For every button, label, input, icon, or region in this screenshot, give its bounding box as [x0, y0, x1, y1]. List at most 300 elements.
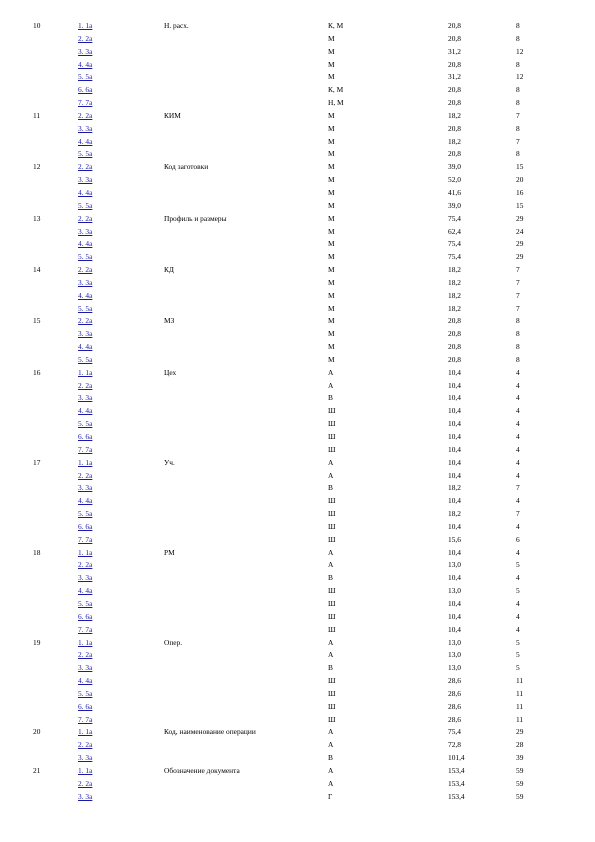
item-link[interactable]: 4. 4а — [78, 59, 93, 69]
row-name: Уч. — [164, 457, 175, 467]
item-link[interactable]: 7. 7а — [78, 624, 93, 634]
table-row — [0, 470, 595, 483]
value-cell: 31,2 — [448, 46, 461, 56]
item-link[interactable]: 2. 2а — [78, 110, 93, 120]
flag-cell: Ш — [328, 624, 336, 634]
item-link[interactable]: 1. 1а — [78, 727, 93, 737]
flag-cell: К, М — [328, 85, 344, 95]
value-cell: 28,6 — [448, 676, 461, 686]
weight-cell: 4 — [516, 444, 520, 454]
value-cell: 15,6 — [448, 534, 461, 544]
weight-cell: 8 — [516, 354, 520, 364]
value-cell: 10,4 — [448, 380, 461, 390]
value-cell: 39,0 — [448, 200, 461, 210]
row-number: 16 — [33, 367, 41, 377]
flag-cell: М — [328, 265, 335, 275]
flag-cell: М — [328, 149, 335, 159]
item-link[interactable]: 6. 6а — [78, 432, 93, 441]
flag-cell: В — [328, 753, 333, 763]
weight-cell: 28 — [516, 740, 524, 750]
weight-cell: 4 — [516, 432, 520, 441]
value-cell: 18,2 — [448, 277, 461, 287]
item-link[interactable]: 5. 5а — [78, 688, 93, 698]
item-link[interactable]: 3. 3а — [78, 123, 93, 133]
value-cell: 18,2 — [448, 265, 461, 275]
item-link[interactable]: 4. 4а — [78, 187, 93, 197]
item-link[interactable]: 5. 5а — [78, 303, 93, 313]
table-row — [0, 418, 595, 431]
item-link[interactable]: 1. 1а — [78, 21, 93, 30]
value-cell: 28,6 — [448, 688, 461, 698]
weight-cell: 5 — [516, 586, 520, 596]
value-cell: 10,4 — [448, 573, 461, 583]
weight-cell: 11 — [516, 676, 524, 686]
item-link[interactable]: 1. 1а — [78, 765, 93, 775]
flag-cell: А — [328, 727, 334, 737]
table-row — [0, 521, 595, 534]
value-cell: 28,6 — [448, 701, 461, 711]
row-name: МЗ — [164, 316, 175, 326]
flag-cell: В — [328, 393, 333, 403]
flag-cell: А — [328, 637, 334, 647]
table-row — [0, 714, 595, 727]
table-row — [0, 405, 595, 418]
row-number: 18 — [33, 547, 41, 557]
row-name: РМ — [164, 547, 175, 557]
row-number: 15 — [33, 316, 41, 326]
row-name: Код, наименование операции — [164, 727, 256, 737]
item-link[interactable]: 3. 3а — [78, 663, 93, 673]
table-row — [0, 277, 595, 290]
table-row — [0, 624, 595, 637]
table-row — [0, 585, 595, 598]
weight-cell: 4 — [516, 496, 520, 506]
weight-cell: 4 — [516, 573, 520, 583]
table-row — [0, 649, 595, 662]
weight-cell: 4 — [516, 457, 520, 467]
item-link[interactable]: 4. 4а — [78, 406, 93, 416]
table-row — [0, 482, 595, 495]
flag-cell: Ш — [328, 521, 336, 531]
flag-cell: М — [328, 277, 335, 287]
item-link[interactable]: 3. 3а — [78, 175, 93, 185]
flag-cell: Ш — [328, 496, 336, 506]
item-link[interactable]: 3. 3а — [78, 226, 93, 236]
value-cell: 13,0 — [448, 586, 461, 596]
item-link[interactable]: 1. 1а — [78, 547, 93, 557]
table-row — [0, 662, 595, 675]
item-link[interactable]: 5. 5а — [78, 419, 93, 429]
item-link[interactable]: 2. 2а — [78, 740, 93, 750]
item-link[interactable]: 2. 2а — [78, 778, 93, 788]
weight-cell: 4 — [516, 419, 520, 429]
table-row — [0, 148, 595, 161]
weight-cell: 29 — [516, 239, 524, 249]
value-cell: 10,4 — [448, 432, 461, 441]
flag-cell: М — [328, 123, 335, 133]
item-link[interactable]: 4. 4а — [78, 342, 93, 352]
flag-cell: А — [328, 547, 334, 557]
flag-cell: К, М — [328, 21, 344, 30]
value-cell: 75,4 — [448, 213, 461, 223]
row-name: Профиль и размеры — [164, 213, 227, 223]
weight-cell: 5 — [516, 650, 520, 660]
row-number: 10 — [33, 21, 41, 30]
value-cell: 20,8 — [448, 33, 461, 43]
item-link[interactable]: 5. 5а — [78, 509, 93, 519]
table-row — [0, 303, 595, 316]
flag-cell: М — [328, 290, 335, 300]
value-cell: 10,4 — [448, 419, 461, 429]
item-link[interactable]: 4. 4а — [78, 136, 93, 146]
item-link[interactable]: 2. 2а — [78, 162, 93, 172]
weight-cell: 7 — [516, 110, 520, 120]
value-cell: 20,8 — [448, 329, 461, 339]
item-link[interactable]: 3. 3а — [78, 483, 93, 493]
value-cell: 75,4 — [448, 727, 461, 737]
value-cell: 10,4 — [448, 406, 461, 416]
table-row — [0, 213, 595, 226]
weight-cell: 8 — [516, 316, 520, 326]
value-cell: 10,4 — [448, 624, 461, 634]
value-cell: 10,4 — [448, 444, 461, 454]
table-row — [0, 392, 595, 405]
value-cell: 20,8 — [448, 59, 461, 69]
table-row — [0, 123, 595, 136]
flag-cell: Ш — [328, 714, 336, 724]
item-link[interactable]: 4. 4а — [78, 290, 93, 300]
item-link[interactable]: 1. 1а — [78, 457, 93, 467]
item-link[interactable]: 3. 3а — [78, 791, 93, 801]
value-cell: 75,4 — [448, 239, 461, 249]
value-cell: 10,4 — [448, 367, 461, 377]
table-row — [0, 675, 595, 688]
table-row — [0, 791, 595, 804]
table-row — [0, 572, 595, 585]
value-cell: 39,0 — [448, 162, 461, 172]
flag-cell: Ш — [328, 676, 336, 686]
table-row — [0, 251, 595, 264]
item-link[interactable]: 4. 4а — [78, 496, 93, 506]
table-row — [0, 20, 595, 33]
weight-cell: 20 — [516, 175, 524, 185]
weight-cell: 7 — [516, 265, 520, 275]
flag-cell: Ш — [328, 701, 336, 711]
item-link[interactable]: 7. 7а — [78, 534, 93, 544]
row-number: 21 — [33, 765, 41, 775]
row-number: 14 — [33, 265, 41, 275]
weight-cell: 7 — [516, 277, 520, 287]
weight-cell: 11 — [516, 701, 524, 711]
value-cell: 13,0 — [448, 663, 461, 673]
item-link[interactable]: 7. 7а — [78, 98, 93, 108]
row-number: 19 — [33, 637, 41, 647]
weight-cell: 7 — [516, 290, 520, 300]
table-row — [0, 226, 595, 239]
value-cell: 20,8 — [448, 354, 461, 364]
table-row — [0, 238, 595, 251]
value-cell: 20,8 — [448, 123, 461, 133]
flag-cell: М — [328, 303, 335, 313]
value-cell: 18,2 — [448, 483, 461, 493]
weight-cell: 29 — [516, 213, 524, 223]
weight-cell: 7 — [516, 483, 520, 493]
flag-cell: А — [328, 470, 334, 480]
weight-cell: 39 — [516, 753, 524, 763]
value-cell: 31,2 — [448, 72, 461, 82]
table-row — [0, 46, 595, 59]
value-cell: 10,4 — [448, 611, 461, 621]
table-row — [0, 200, 595, 213]
table-row — [0, 765, 595, 778]
item-link[interactable]: 3. 3а — [78, 329, 93, 339]
flag-cell: М — [328, 72, 335, 82]
value-cell: 13,0 — [448, 650, 461, 660]
flag-cell: А — [328, 380, 334, 390]
weight-cell: 4 — [516, 598, 520, 608]
flag-cell: В — [328, 573, 333, 583]
flag-cell: М — [328, 354, 335, 364]
weight-cell: 8 — [516, 342, 520, 352]
value-cell: 10,4 — [448, 547, 461, 557]
flag-cell: Ш — [328, 611, 336, 621]
value-cell: 18,2 — [448, 509, 461, 519]
weight-cell: 59 — [516, 765, 524, 775]
item-link[interactable]: 4. 4а — [78, 676, 93, 686]
item-link[interactable]: 5. 5а — [78, 72, 93, 82]
table-row — [0, 701, 595, 714]
value-cell: 72,8 — [448, 740, 461, 750]
table-row — [0, 431, 595, 444]
item-link[interactable]: 6. 6а — [78, 611, 93, 621]
table-row — [0, 726, 595, 739]
flag-cell: А — [328, 367, 334, 377]
item-link[interactable]: 4. 4а — [78, 239, 93, 249]
item-link[interactable]: 5. 5а — [78, 200, 93, 210]
table-row — [0, 84, 595, 97]
value-cell: 20,8 — [448, 85, 461, 95]
table-row — [0, 534, 595, 547]
weight-cell: 12 — [516, 72, 524, 82]
value-cell: 20,8 — [448, 98, 461, 108]
weight-cell: 8 — [516, 59, 520, 69]
weight-cell: 8 — [516, 21, 520, 30]
weight-cell: 5 — [516, 637, 520, 647]
value-cell: 101,4 — [448, 753, 465, 763]
weight-cell: 15 — [516, 162, 524, 172]
flag-cell: М — [328, 252, 335, 262]
weight-cell: 29 — [516, 727, 524, 737]
flag-cell: М — [328, 329, 335, 339]
flag-cell: М — [328, 342, 335, 352]
flag-cell: М — [328, 46, 335, 56]
flag-cell: М — [328, 136, 335, 146]
item-link[interactable]: 5. 5а — [78, 149, 93, 159]
table-row — [0, 187, 595, 200]
item-link[interactable]: 7. 7а — [78, 714, 93, 724]
flag-cell: М — [328, 316, 335, 326]
flag-cell: Г — [328, 791, 333, 801]
item-link[interactable]: 3. 3а — [78, 393, 93, 403]
weight-cell: 4 — [516, 470, 520, 480]
document-table — [0, 20, 595, 803]
value-cell: 28,6 — [448, 714, 461, 724]
weight-cell: 11 — [516, 714, 524, 724]
table-row — [0, 110, 595, 123]
weight-cell: 4 — [516, 547, 520, 557]
weight-cell: 8 — [516, 329, 520, 339]
weight-cell: 8 — [516, 98, 520, 108]
weight-cell: 4 — [516, 380, 520, 390]
flag-cell: М — [328, 33, 335, 43]
item-link[interactable]: 6. 6а — [78, 85, 93, 95]
item-link[interactable]: 6. 6а — [78, 521, 93, 531]
flag-cell: Ш — [328, 406, 336, 416]
row-name: Опер. — [164, 637, 183, 647]
flag-cell: Н, М — [328, 98, 344, 108]
value-cell: 62,4 — [448, 226, 461, 236]
flag-cell: М — [328, 226, 335, 236]
value-cell: 10,4 — [448, 496, 461, 506]
table-row — [0, 328, 595, 341]
table-row — [0, 354, 595, 367]
weight-cell: 15 — [516, 200, 524, 210]
weight-cell: 11 — [516, 688, 524, 698]
table-row — [0, 290, 595, 303]
weight-cell: 7 — [516, 509, 520, 519]
flag-cell: Ш — [328, 598, 336, 608]
value-cell: 10,4 — [448, 598, 461, 608]
item-link[interactable]: 2. 2а — [78, 470, 93, 480]
item-link[interactable]: 2. 2а — [78, 380, 93, 390]
weight-cell: 5 — [516, 663, 520, 673]
value-cell: 20,8 — [448, 149, 461, 159]
value-cell: 10,4 — [448, 393, 461, 403]
value-cell: 13,0 — [448, 560, 461, 570]
item-link[interactable]: 5. 5а — [78, 354, 93, 364]
table-row — [0, 97, 595, 110]
row-number: 12 — [33, 162, 41, 172]
table-row — [0, 598, 595, 611]
item-link[interactable]: 2. 2а — [78, 650, 93, 660]
row-name: Цех — [164, 367, 177, 377]
weight-cell: 4 — [516, 367, 520, 377]
table-row — [0, 547, 595, 560]
table-row — [0, 33, 595, 46]
flag-cell: Ш — [328, 509, 336, 519]
item-link[interactable]: 3. 3а — [78, 573, 93, 583]
weight-cell: 4 — [516, 521, 520, 531]
value-cell: 75,4 — [448, 252, 461, 262]
table-row — [0, 688, 595, 701]
table-row — [0, 59, 595, 72]
value-cell: 153,4 — [448, 765, 465, 775]
weight-cell: 8 — [516, 33, 520, 43]
weight-cell: 5 — [516, 560, 520, 570]
table-row — [0, 161, 595, 174]
flag-cell: Ш — [328, 432, 336, 441]
table-row — [0, 136, 595, 149]
item-link[interactable]: 1. 1а — [78, 637, 93, 647]
flag-cell: А — [328, 560, 334, 570]
item-link[interactable]: 4. 4а — [78, 586, 93, 596]
table-row — [0, 752, 595, 765]
row-number: 11 — [33, 110, 41, 120]
value-cell: 20,8 — [448, 342, 461, 352]
row-name: КИМ — [164, 110, 181, 120]
flag-cell: А — [328, 740, 334, 750]
item-link[interactable]: 7. 7а — [78, 444, 93, 454]
item-link[interactable]: 3. 3а — [78, 753, 93, 763]
weight-cell: 4 — [516, 624, 520, 634]
item-link[interactable]: 2. 2а — [78, 265, 93, 275]
table-row — [0, 508, 595, 521]
table-row — [0, 559, 595, 572]
item-link[interactable]: 2. 2а — [78, 560, 93, 570]
value-cell: 52,0 — [448, 175, 461, 185]
table-row — [0, 739, 595, 752]
item-link[interactable]: 5. 5а — [78, 252, 93, 262]
flag-cell: М — [328, 239, 335, 249]
value-cell: 20,8 — [448, 316, 461, 326]
item-link[interactable]: 2. 2а — [78, 213, 93, 223]
weight-cell: 8 — [516, 123, 520, 133]
weight-cell: 24 — [516, 226, 524, 236]
flag-cell: В — [328, 663, 333, 673]
item-link[interactable]: 1. 1а — [78, 367, 93, 377]
weight-cell: 7 — [516, 136, 520, 146]
table-row — [0, 367, 595, 380]
flag-cell: В — [328, 483, 333, 493]
row-name: КД — [164, 265, 174, 275]
weight-cell: 16 — [516, 187, 524, 197]
weight-cell: 12 — [516, 46, 524, 56]
weight-cell: 4 — [516, 611, 520, 621]
item-link[interactable]: 3. 3а — [78, 277, 93, 287]
weight-cell: 59 — [516, 791, 524, 801]
value-cell: 153,4 — [448, 778, 465, 788]
value-cell: 18,2 — [448, 290, 461, 300]
table-row — [0, 71, 595, 84]
weight-cell: 59 — [516, 778, 524, 788]
weight-cell: 8 — [516, 85, 520, 95]
table-row — [0, 315, 595, 328]
flag-cell: М — [328, 59, 335, 69]
flag-cell: Ш — [328, 586, 336, 596]
table-row — [0, 380, 595, 393]
item-link[interactable]: 6. 6а — [78, 701, 93, 711]
table-row — [0, 264, 595, 277]
value-cell: 41,6 — [448, 187, 461, 197]
row-number: 20 — [33, 727, 41, 737]
weight-cell: 6 — [516, 534, 520, 544]
value-cell: 18,2 — [448, 303, 461, 313]
row-name: Код заготовки — [164, 162, 209, 172]
table-row — [0, 457, 595, 470]
item-link[interactable]: 3. 3а — [78, 46, 93, 56]
table-row — [0, 495, 595, 508]
flag-cell: М — [328, 187, 335, 197]
table-row — [0, 174, 595, 187]
item-link[interactable]: 2. 2а — [78, 316, 93, 326]
item-link[interactable]: 2. 2а — [78, 33, 93, 43]
table-row — [0, 637, 595, 650]
value-cell: 153,4 — [448, 791, 465, 801]
flag-cell: М — [328, 213, 335, 223]
value-cell: 18,2 — [448, 136, 461, 146]
item-link[interactable]: 5. 5а — [78, 598, 93, 608]
value-cell: 18,2 — [448, 110, 461, 120]
